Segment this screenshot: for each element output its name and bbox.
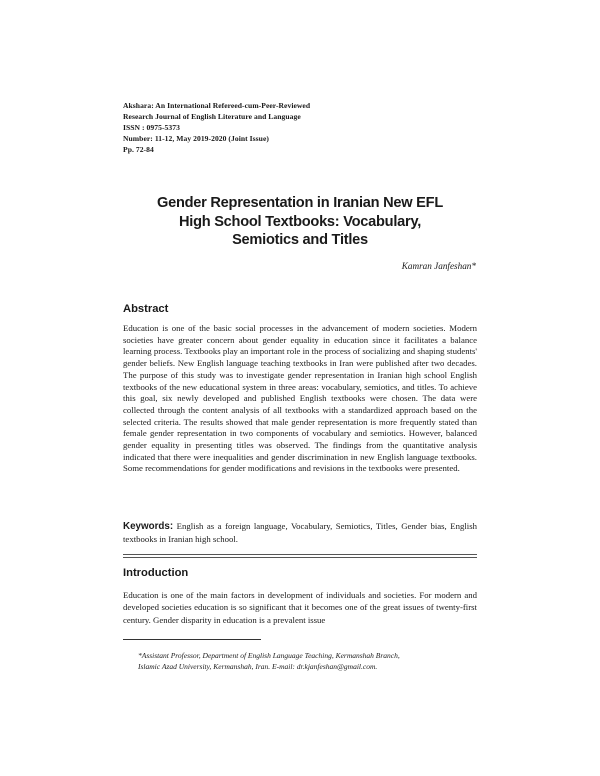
journal-pages: Pp. 72-84 bbox=[123, 145, 154, 154]
article-title bbox=[123, 194, 477, 250]
footnote-divider bbox=[123, 639, 261, 640]
journal-issue-number: Number: 11-12, May 2019-2020 (Joint Issue) bbox=[123, 134, 269, 143]
keywords-paragraph bbox=[123, 520, 477, 546]
footnote-line2: Islamic Azad University, Kermanshah, Iran. E-mail: dr.kjanfeshan@gmail.com. bbox=[138, 662, 378, 672]
section-divider bbox=[123, 554, 477, 558]
journal-header bbox=[123, 100, 483, 155]
journal-issn: ISSN : 0975-5373 bbox=[123, 123, 180, 132]
introduction-text: Education is one of the main factors in development of individuals and societies. For modern and developed societies education is so significant that it becomes one of the great issues of twenty-first century. Gender disparity in education is a prevalent issue bbox=[123, 590, 477, 625]
introduction-heading: Introduction bbox=[123, 567, 189, 579]
abstract-heading: Abstract bbox=[123, 303, 169, 315]
author-footnote bbox=[138, 650, 478, 673]
article-title-line1: Gender Representation in Iranian New EFL bbox=[157, 195, 443, 211]
article-title-line2: High School Textbooks: Vocabulary, bbox=[178, 213, 422, 230]
journal-name-line1: Akshara: An International Refereed-cum-Peer-Reviewed bbox=[123, 101, 311, 110]
author-name: Kamran Janfeshan* bbox=[401, 261, 476, 271]
abstract-text: Education is one of the basic social processes in the advancement of modern societies. Modern societies have greater concern about gender equality in education since it facilitates a balance learning process. Textbooks play an important role in the process of socializing and shaping students' gender beliefs. New English language teaching textbooks in Iran were published after two decades. The purpose of this study was to investigate gender representation in Iranian high school English textbooks of the new educational system in three areas: vocabulary, semiotics, and titles. To achieve this goal, six newly developed and published English textbooks were chosen. The data were collected through the content analysis of all textbooks with a standardized approach based on the selected criteria. The results showed that male gender representation is more frequently stated than female gender representation in two components of vocabulary and semiotics. However, balanced gender equality in presenting titles was observed. The findings from the quantitative analysis indicated that there were inequalities and gender discrimination in new English language textbooks. Some recommendations for gender modifications and revisions in the textbooks were presented. bbox=[123, 323, 477, 474]
keywords-label: Keywords: bbox=[123, 521, 174, 532]
keywords-text: English as a foreign language, Vocabulary, Semiotics, Titles, Gender bias, English textbooks in Iranian high school. bbox=[123, 521, 477, 545]
footnote-line1: *Assistant Professor, Department of English Language Teaching, Kermanshah Branch, bbox=[138, 651, 400, 660]
article-title-line3: Semiotics and Titles bbox=[232, 232, 368, 248]
journal-name-line2: Research Journal of English Literature and Language bbox=[123, 112, 301, 121]
